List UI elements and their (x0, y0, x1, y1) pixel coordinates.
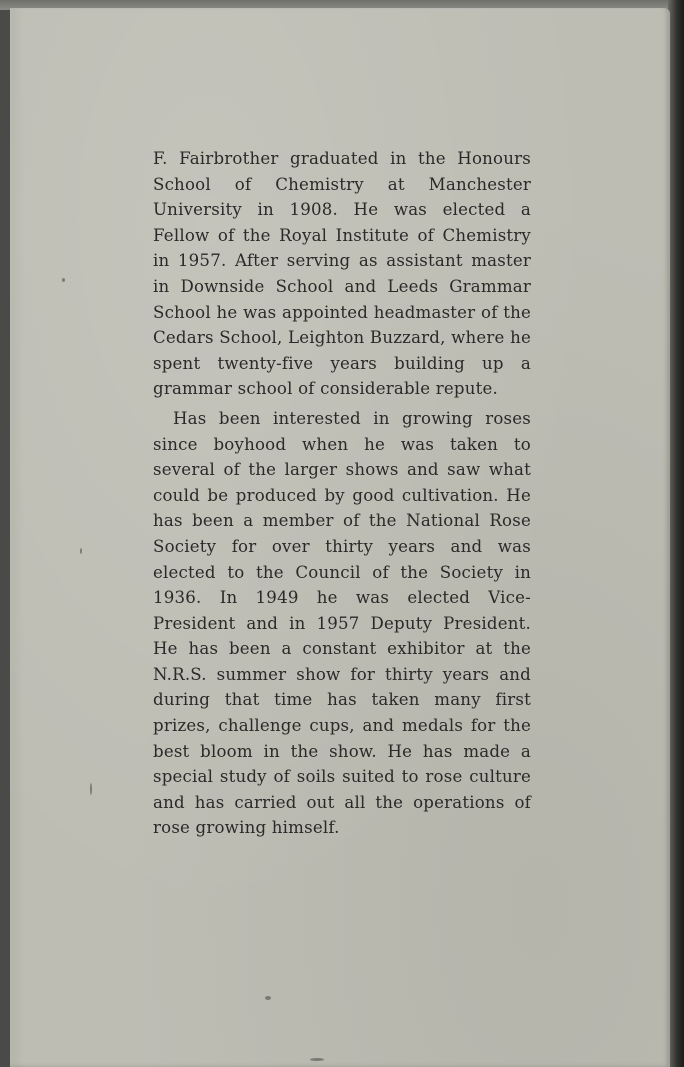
stain-spot (90, 783, 92, 795)
author-biography (153, 146, 531, 841)
stain-spot (62, 278, 65, 282)
biography-paragraph-education: F. Fairbrother graduated in the Honours School of Chemistry at Manchester University in 1908. He was elected a Fellow of the Royal Institute of Chemistry in 1957. After serving as assistant master in Downside School and Leeds Grammar School he was appointed headmaster of the Cedars School, Leighton Buzzard, where he spent twenty-five years building up a grammar school of considerable repute. (153, 149, 531, 399)
biography-paragraph-roses: Has been interested in growing roses since boyhood when he was taken to several of the larger shows and saw what could be produced by good cultivation. He has been a member of the National Rose Society for over thirty years and was elected to the Council of the Society in 1936. In 1949 he was elected Vice-President and in 1957 Deputy President. He has been a constant exhibitor at the N.R.S. summer show for thirty years and during that time has taken many first prizes, challenge cups, and medals for the best bloom in the show. He has made a special study of soils suited to rose culture and has carried out all the operations of rose growing himself. (153, 408, 531, 838)
spine-edge (668, 0, 684, 1067)
stain-spot (310, 1058, 324, 1061)
stain-spot (80, 548, 82, 554)
stain-spot (265, 996, 271, 1000)
